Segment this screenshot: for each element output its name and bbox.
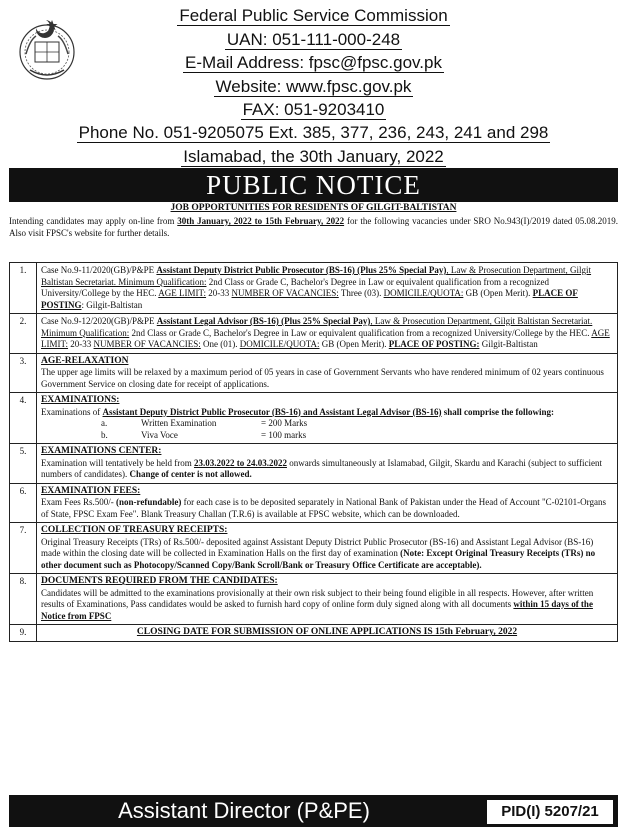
section-title: EXAMINATIONS: <box>41 395 120 405</box>
org-name: Federal Public Service Commission <box>179 6 448 25</box>
public-notice-banner: PUBLIC NOTICE <box>9 168 618 202</box>
item-2: 2. Case No.9-12/2020(GB)/P&PE Assistant Legal Advisor (BS-16) (Plus 25% Special Pay), Law & Prosecution Department, Gilgit Baltistan Secretariat. Minimum Qualification: 2nd Class or Grade C, Bachelor's Degree in Law or equivalent qualification from a recognized University/College by the HEC. AGE LIMIT: 20-33 NUMBER OF VACANCIES: One (01). DOMICILE/QUOTA: GB (Open Merit). PLACE OF POSTING: Gilgit-Baltistan <box>10 314 618 354</box>
item-7-treasury-receipts: 7. COLLECTION OF TREASURY RECEIPTS: Original Treasury Receipts (TRs) of Rs.500/- deposited against Assistant Deputy District Public Prosecutor (BS-16) and Assistant Legal Advisor (BS-16) made within the closing date will be collected in Examination Halls on the first day of examination (Note: Except Original Treasury Receipts (TRs) no other document such as Photocopy/Scanned Copy/Bank Scroll/Bank or Treasury Office Certificate are acceptable). <box>10 523 618 574</box>
uan-line: UAN: 051-111-000-248 <box>226 30 401 49</box>
item-8-documents: 8. DOCUMENTS REQUIRED FROM THE CANDIDATES: Candidates will be admitted to the examinations provisionally at their own risk subject to their being found eligible in all respects. However, after written results of Examinations, Pass candidates would be asked to furnish hard copy of online form duly signed along with all documents within 15 days of the Notice from FPSC <box>10 574 618 625</box>
signatory: Assistant Director (P&PE) <box>118 798 370 823</box>
email-line[interactable]: E-Mail Address: fpsc@fpsc.gov.pk <box>185 53 442 72</box>
job-title: JOB OPPORTUNITIES FOR RESIDENTS OF GILGIT-BALTISTAN <box>170 203 457 213</box>
section-title: DOCUMENTS REQUIRED FROM THE CANDIDATES: <box>41 576 278 586</box>
notice-header <box>0 0 627 168</box>
pid-badge: PID(I) 5207/21 <box>486 799 614 825</box>
footer-bar <box>9 795 618 827</box>
section-title: AGE-RELAXATION <box>41 355 129 366</box>
closing-date: CLOSING DATE FOR SUBMISSION OF ONLINE APPLICATIONS IS 15th February, 2022 <box>136 627 518 637</box>
website-line[interactable]: Website: www.fpsc.gov.pk <box>215 77 412 96</box>
item-5-exam-center: 5. EXAMINATIONS CENTER: Examination will tentatively be held from 23.03.2022 to 24.03.2022 onwards simultaneously at Islamabad, Gilgit, Skardu and Karachi (subject to sufficient numbers of candidates). Change of center is not allowed. <box>10 444 618 484</box>
item-1: 1. Case No.9-11/2020(GB)/P&PE Assistant Deputy District Public Prosecutor (BS-16) (Plus 25% Special Pay), Law & Prosecution Department, Gilgit Baltistan Secretariat. Minimum Qualification: 2nd Class or Grade C, Bachelor's Degree in Law or equivalent qualification from a recognized University/College by the HEC. AGE LIMIT: 20-33 NUMBER OF VACANCIES: Three (03). DOMICILE/QUOTA: GB (Open Merit). PLACE OF POSTING: Gilgit-Baltistan <box>10 263 618 314</box>
item-4-examinations: 4. EXAMINATIONS: Examinations of Assistant Deputy District Public Prosecutor (BS-16) and Assistant Legal Advisor (BS-16) shall comprise the following: a. Written Examination = 200 Marks b. Viva Voce = 100 marks <box>10 393 618 444</box>
section-title: EXAMINATION FEES: <box>41 485 141 496</box>
section-title: COLLECTION OF TREASURY RECEIPTS: <box>41 525 228 535</box>
exam-row: b. Viva Voce = 100 marks <box>101 429 307 440</box>
phone-line: Phone No. 051-9205075 Ext. 385, 377, 236, 243, 241 and 298 <box>78 123 549 142</box>
item-3-age-relaxation: 3. AGE-RELAXATION The upper age limits will be relaxed by a maximum period of 05 years in case of Government Servants who have rendered minimum of 02 years continuous Government Service on closing date for receipt of applications. <box>10 353 618 393</box>
date-line: Islamabad, the 30th January, 2022 <box>183 147 444 166</box>
exam-row: a. Written Examination = 200 Marks <box>101 418 308 428</box>
item-6-exam-fees: 6. EXAMINATION FEES: Exam Fees Rs.500/- (non-refundable) for each case is to be deposited separately in National Bank of Pakistan under the Head of Account "C-02101-Organs of State, FPSC Exam Fee". Blank Treasury Challan (T.R.6) is available at FPSC website, which can be downloaded. <box>10 483 618 523</box>
intro-paragraph: Intending candidates may apply on-line from 30th January, 2022 to 15th February, 2022 for the following vacancies under SRO No.943(I)/2019 dated 05.08.2019. Also visit FPSC's website for further details. <box>9 216 618 238</box>
section-title: EXAMINATIONS CENTER: <box>41 446 162 456</box>
vacancy-table <box>9 262 618 642</box>
fax-line: FAX: 051-9203410 <box>242 100 385 119</box>
item-9-closing-date: 9. CLOSING DATE FOR SUBMISSION OF ONLINE APPLICATIONS IS 15th February, 2022 <box>10 625 618 642</box>
